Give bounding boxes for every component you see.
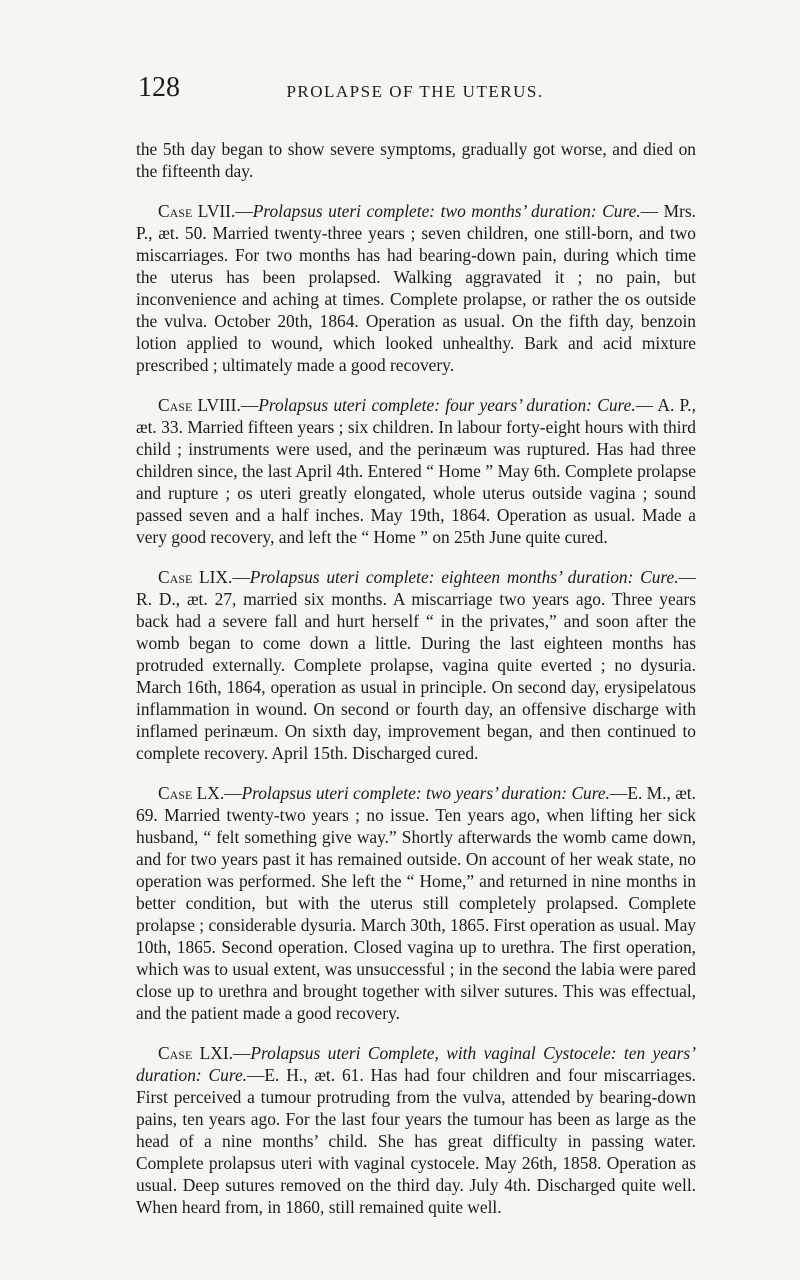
case-label: Case LX. [158, 783, 225, 803]
case-paragraph: Case LIX.—Prolapsus uteri complete: eighteen months’ duration: Cure.— R. D., æt. 27, married six months. A miscarriage two years ago. Three years back had a severe fall and hurt herself “ in the privates,” and soon after the womb began to come down a little. During the last eighteen months has protruded externally. Complete prolapse, vagina quite everted ; no dysuria. March 16th, 1864, operation as usual in principle. On second day, erysipelatous inflammation in wound. On second or fourth day, an offensive discharge with inflamed perinæum. On sixth day, improvement began, and then continued to complete recovery. April 15th. Discharged cured. [136, 567, 696, 763]
case-label: Case LIX. [158, 567, 233, 587]
case-text: E. H., æt. 61. Has had four children and four miscarriages. First perceived a tumour protruding from the vulva, attended by bearing-down pains, ten years ago. For the last four years the tumour has been as large as the head of a nine months’ child. She has great difficulty in passing water. Complete prolapsus uteri with vaginal cystocele. May 26th, 1858. Operation as usual. Deep sutures removed on the third day. July 4th. Discharged quite well. When heard from, in 1860, still remained quite well. [136, 1065, 696, 1217]
running-title: PROLAPSE OF THE UTERUS. [286, 82, 544, 101]
paragraph-text: the 5th day began to show severe symptoms, gradually got worse, and died on the fifteenth day. [136, 139, 696, 181]
case-title: Prolapsus uteri Complete, with vaginal Cystocele: ten years’ duration: Cure. [136, 1043, 696, 1085]
case-text: E. M., æt. 69. Married twenty-two years ; no issue. Ten years ago, when lifting her sick husband, “ felt something give way.” Shortly afterwards the womb came down, and for two years past it has remained outside. On account of her weak state, no operation was performed. She left the “ Home,” and returned in nine months in better condition, but with the uterus still completely prolapsed. Complete prolapse ; considerable dysuria. March 30th, 1865. First operation as usual. May 10th, 1865. Second operation. Closed vagina up to urethra. The first operation, which was to usual extent, was unsuccessful ; in the second the labia were pared close up to urethra and brought together with silver sutures. This was effectual, and the patient made a good recovery. [136, 783, 696, 1023]
case-paragraph: Case LXI.—Prolapsus uteri Complete, with vaginal Cystocele: ten years’ duration: Cure.—E. H., æt. 61. Has had four children and four miscarriages. First perceived a tumour protruding from the vulva, attended by bearing-down pains, ten years ago. For the last four years the tumour has been as large as the head of a nine months’ child. She has great difficulty in passing water. Complete prolapsus uteri with vaginal cystocele. May 26th, 1858. Operation as usual. Deep sutures removed on the third day. July 4th. Discharged quite well. When heard from, in 1860, still remained quite well. [136, 1043, 696, 1217]
case-title: Prolapsus uteri complete: eighteen months’ duration: Cure. [249, 567, 679, 587]
case-text: Mrs. P., æt. 50. Married twenty-three years ; seven children, one still-born, and two miscarriages. For two months has had bearing-down pain, during which time the uterus has been prolapsed. Walking aggravated it ; no pain, but inconvenience and aching at times. Complete prolapse, or rather the os outside the vulva. October 20th, 1864. Operation as usual. On the fifth day, benzoin lotion applied to wound, which looked unhealthy. Bark and acid mixture prescribed ; ultimately made a good recovery. [136, 201, 696, 375]
case-title: Prolapsus uteri complete: two years’ duration: Cure. [241, 783, 610, 803]
case-label: Case LVIII. [158, 395, 241, 415]
case-paragraph: Case LVIII.—Prolapsus uteri complete: four years’ duration: Cure.— A. P., æt. 33. Married fifteen years ; six children. In labour forty-eight hours with third child ; instruments were used, and the perinæum was ruptured. Has had three children since, the last April 4th. Entered “ Home ” May 6th. Complete prolapse and rupture ; os uteri greatly elongated, whole uterus outside vagina ; sound passed seven and a half inches. May 19th, 1864. Operation as usual. Made a very good recovery, and left the “ Home ” on 25th June quite cured. [136, 395, 696, 547]
case-title: Prolapsus uteri complete: two months’ duration: Cure. [252, 201, 641, 221]
case-label: Case LVII. [158, 201, 236, 221]
case-paragraph: Case LVII.—Prolapsus uteri complete: two months’ duration: Cure.— Mrs. P., æt. 50. Married twenty-three years ; seven children, one still-born, and two miscarriages. For two months has had bearing-down pain, during which time the uterus has been prolapsed. Walking aggravated it ; no pain, but inconvenience and aching at times. Complete prolapse, or rather the os outside the vulva. October 20th, 1864. Operation as usual. On the fifth day, benzoin lotion applied to wound, which looked unhealthy. Bark and acid mixture prescribed ; ultimately made a good recovery. [136, 201, 696, 375]
case-paragraph: Case LX.—Prolapsus uteri complete: two years’ duration: Cure.—E. M., æt. 69. Married twenty-two years ; no issue. Ten years ago, when lifting her sick husband, “ felt something give way.” Shortly afterwards the womb came down, and for two years past it has remained outside. On account of her weak state, no operation was performed. She left the “ Home,” and returned in nine months in better condition, but with the uterus still completely prolapsed. Complete prolapse ; considerable dysuria. March 30th, 1865. First operation as usual. May 10th, 1865. Second operation. Closed vagina up to urethra. The first operation, which was to usual extent, was unsuccessful ; in the second the labia were pared close up to urethra and brought together with silver sutures. This was effectual, and the patient made a good recovery. [136, 783, 696, 1023]
page-body [136, 138, 696, 1236]
case-label: Case LXI. [158, 1043, 233, 1063]
page-number: 128 [138, 72, 180, 103]
case-title: Prolapsus uteri complete: four years’ duration: Cure. [258, 395, 636, 415]
page-header [0, 72, 800, 112]
paragraph-continuation [136, 138, 696, 182]
case-text: R. D., æt. 27, married six months. A miscarriage two years ago. Three years back had a severe fall and hurt herself “ in the privates,” and soon after the womb began to come down a little. During the last eighteen months has protruded externally. Complete prolapse, vagina quite everted ; no dysuria. March 16th, 1864, operation as usual in principle. On second day, erysipelatous inflammation in wound. On second or fourth day, an offensive discharge with inflamed perinæum. On sixth day, improvement began, and then continued to complete recovery. April 15th. Discharged cured. [136, 589, 696, 763]
case-text: A. P., æt. 33. Married fifteen years ; six children. In labour forty-eight hours with third child ; instruments were used, and the perinæum was ruptured. Has had three children since, the last April 4th. Entered “ Home ” May 6th. Complete prolapse and rupture ; os uteri greatly elongated, whole uterus outside vagina ; sound passed seven and a half inches. May 19th, 1864. Operation as usual. Made a very good recovery, and left the “ Home ” on 25th June quite cured. [136, 395, 696, 547]
